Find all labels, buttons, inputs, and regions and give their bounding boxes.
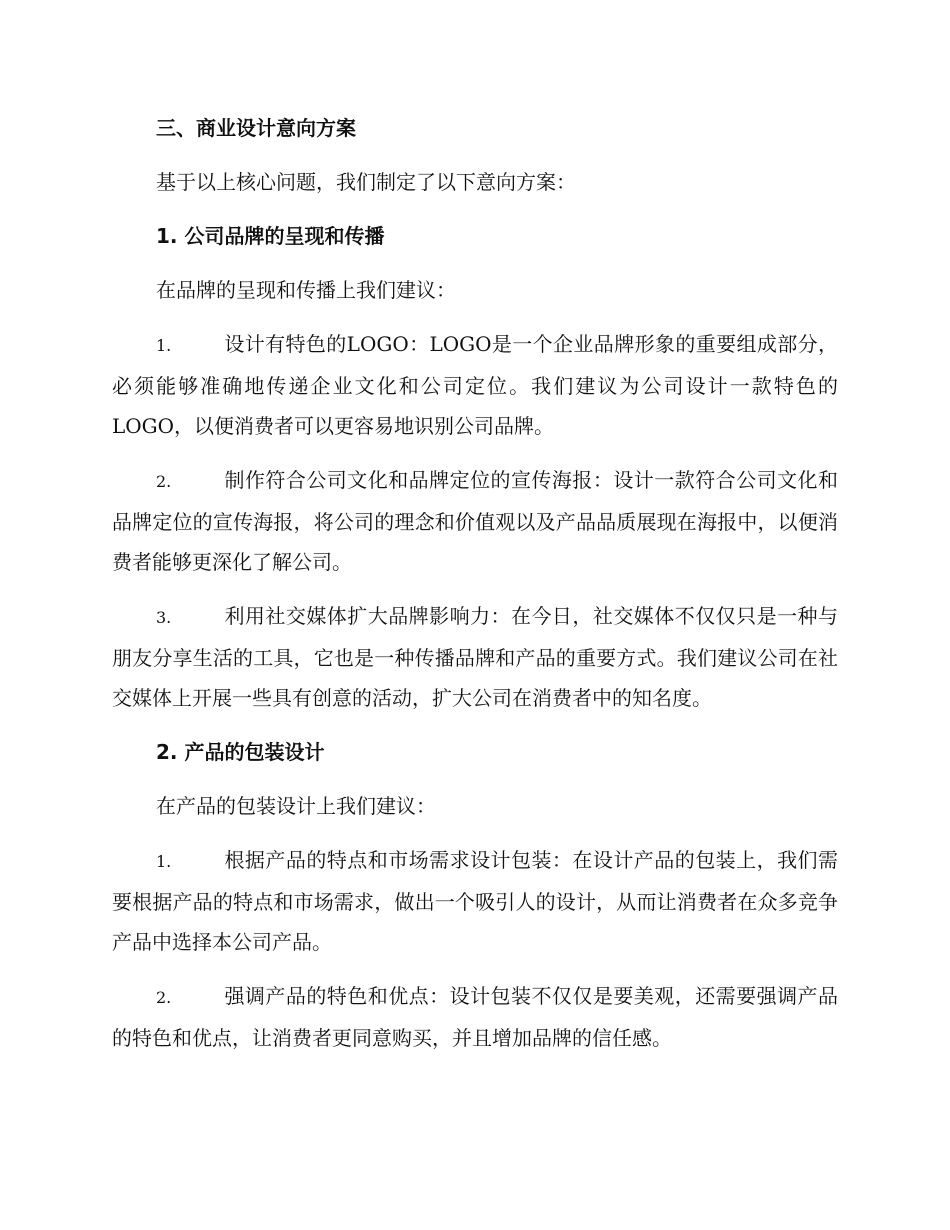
subsection-lead-packaging: 在产品的包装设计上我们建议： [156, 794, 436, 818]
list-item-number: 3. [156, 608, 172, 627]
list-item-text: 设计有特色的LOGO：LOGO是一个企业品牌形象的重要组成部分，必须能够准确地传递企业文化和公司定位。我们建议为公司设计一款特色的LOGO，以便消费者可以更容易地识别公司品牌。 [112, 332, 838, 438]
list-item [112, 976, 838, 1058]
list-item-text: 制作符合公司文化和品牌定位的宣传海报：设计一款符合公司文化和品牌定位的宣传海报，将公司的理念和价值观以及产品品质展现在海报中，以便消费者能够更深化了解公司。 [112, 468, 838, 574]
section-title: 三、商业设计意向方案 [156, 116, 356, 140]
subsection-title-brand: 1. 公司品牌的呈现和传播 [156, 224, 385, 248]
list-item-text: 利用社交媒体扩大品牌影响力：在今日，社交媒体不仅仅只是一种与朋友分享生活的工具，它也是一种传播品牌和产品的重要方式。我们建议公司在社交媒体上开展一些具有创意的活动，扩大公司在消费者中的知名度。 [112, 604, 838, 710]
list-item [112, 460, 838, 582]
list-item-number: 2. [156, 988, 172, 1007]
intro-paragraph: 基于以上核心问题，我们制定了以下意向方案： [156, 170, 576, 194]
list-item [112, 596, 838, 718]
list-item [112, 840, 838, 962]
subsection-title-packaging: 2. 产品的包装设计 [156, 740, 325, 764]
list-item-text: 强调产品的特色和优点：设计包装不仅仅是要美观，还需要强调产品的特色和优点，让消费者更同意购买，并且增加品牌的信任感。 [112, 984, 838, 1050]
list-item-number: 1. [156, 336, 172, 355]
document-page [112, 108, 838, 1072]
list-item [112, 324, 838, 446]
list-item-text: 根据产品的特点和市场需求设计包装：在设计产品的包装上，我们需要根据产品的特点和市场需求，做出一个吸引人的设计，从而让消费者在众多竞争产品中选择本公司产品。 [112, 848, 838, 954]
subsection-lead-brand: 在品牌的呈现和传播上我们建议： [156, 278, 456, 302]
list-item-number: 1. [156, 852, 172, 871]
list-item-number: 2. [156, 472, 172, 491]
